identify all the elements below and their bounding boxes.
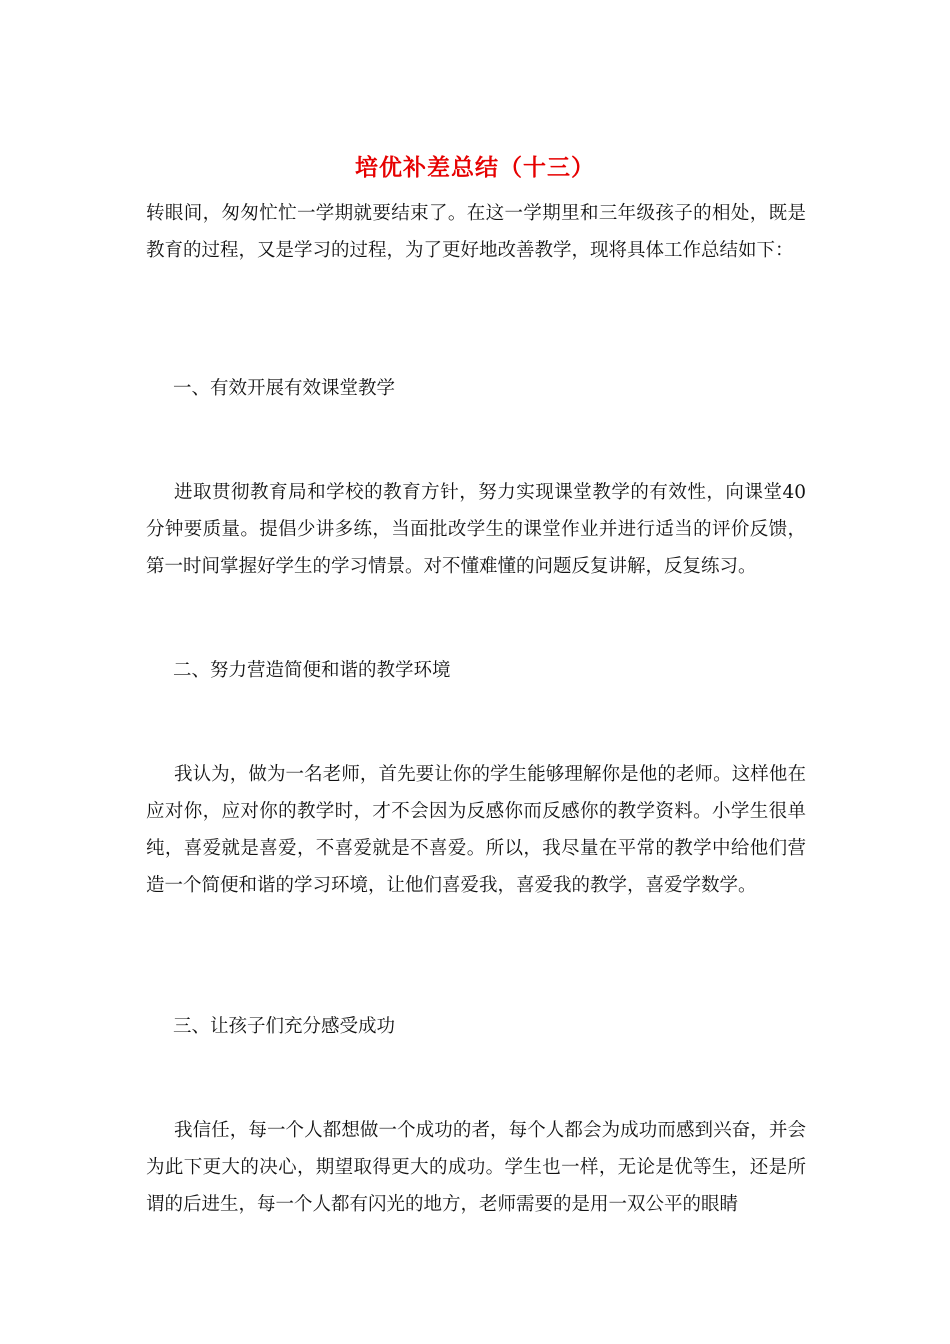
section-3-heading: 三、让孩子们充分感受成功 xyxy=(173,1016,396,1037)
document-title: 培优补差总结（十三） xyxy=(355,154,595,181)
section-2-body: 我认为，做为一名老师，首先要让你的学生能够理解你是他的老师。这样他在应对你，应对你的教学时，才不会因为反感你而反感你的教学资料。小学生很单纯，喜爱就是喜爱，不喜爱就是不喜爱。所以，我尽量在平常的教学中给他们营造一个简便和谐的学习环境，让他们喜爱我，喜爱我的教学，喜爱学数学。 xyxy=(146,764,806,896)
section-2-heading: 二、努力营造简便和谐的教学环境 xyxy=(173,660,451,681)
section-3-body: 我信任，每一个人都想做一个成功的者，每个人都会为成功而感到兴奋，并会为此下更大的决心，期望取得更大的成功。学生也一样，无论是优等生，还是所谓的后进生，每一个人都有闪光的地方，老师需要的是用一双公平的眼睛 xyxy=(146,1120,806,1215)
intro-paragraph: 转眼间，匆匆忙忙一学期就要结束了。在这一学期里和三年级孩子的相处，既是教育的过程，又是学习的过程，为了更好地改善教学，现将具体工作总结如下： xyxy=(146,203,806,261)
section-1-heading: 一、有效开展有效课堂教学 xyxy=(173,378,396,399)
section-1-body: 进取贯彻教育局和学校的教育方针，努力实现课堂教学的有效性，向课堂40分钟要质量。提倡少讲多练，当面批改学生的课堂作业并进行适当的评价反馈，第一时间掌握好学生的学习情景。对不懂难懂的问题反复讲解，反复练习。 xyxy=(146,482,806,577)
